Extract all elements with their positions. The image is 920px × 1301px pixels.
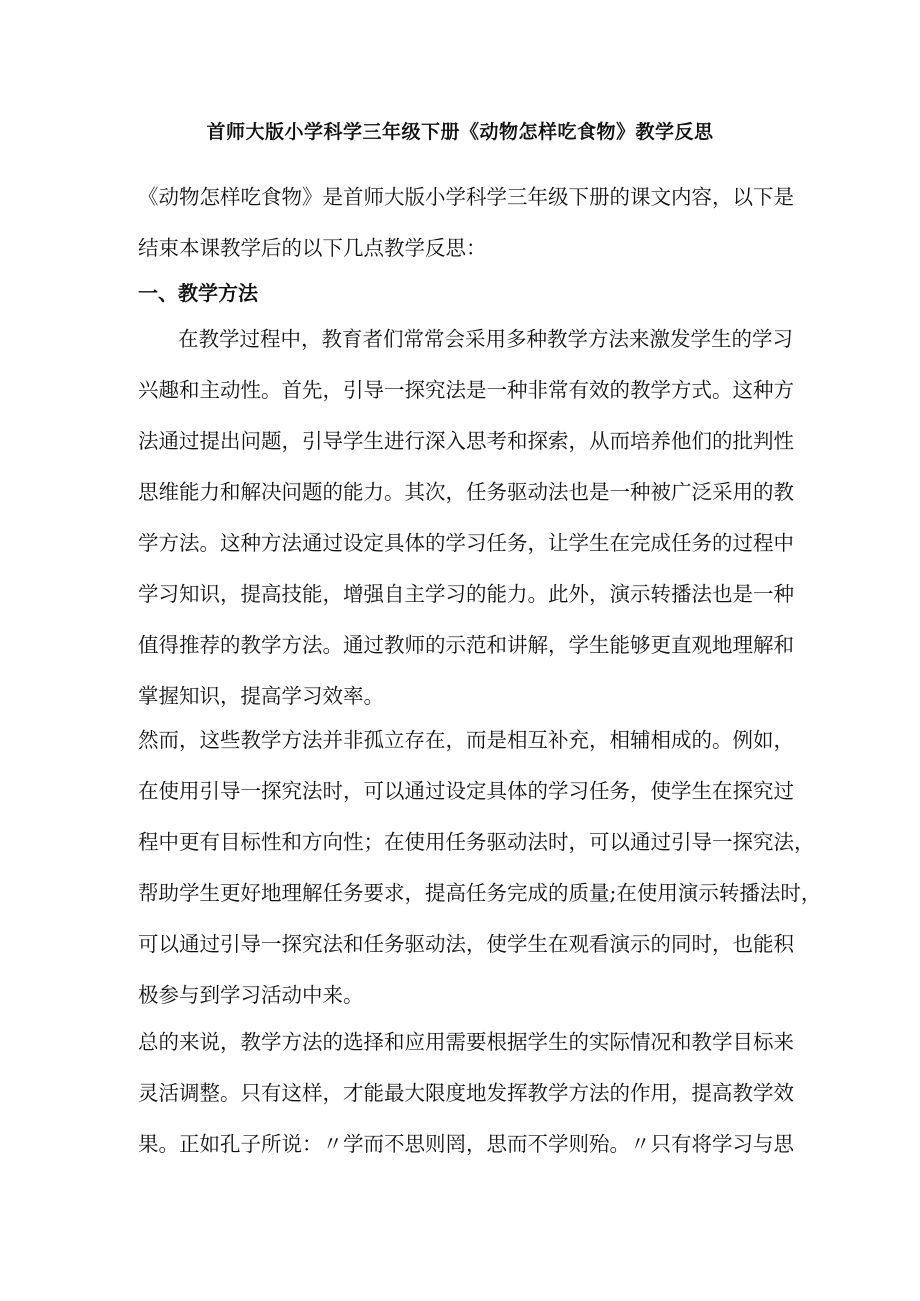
paragraph-line: 思维能力和解决问题的能力。其次，任务驱动法也是一种被广泛采用的教 — [138, 480, 794, 504]
paragraph-line: 然而，这些教学方法并非孤立存在，而是相互补充，相辅相成的。例如， — [138, 728, 794, 752]
section-heading-teaching-methods: 一、教学方法 — [138, 281, 258, 305]
paragraph-line: 法通过提出问题，引导学生进行深入思考和探索，从而培养他们的批判性 — [138, 429, 794, 453]
document-title: 首师大版小学科学三年级下册《动物怎样吃食物》教学反思 — [206, 121, 714, 143]
paragraph-line: 可以通过引导一探究法和任务驱动法，使学生在观看演示的同时，也能积 — [138, 932, 794, 956]
paragraph-line: 果。正如孔子所说：〃学而不思则罔，思而不学则殆。〃只有将学习与思 — [138, 1132, 794, 1156]
paragraph-line: 学习知识，提高技能，增强自主学习的能力。此外，演示转播法也是一种 — [138, 582, 794, 606]
paragraph-line: 学方法。这种方法通过设定具体的学习任务，让学生在完成任务的过程中 — [138, 531, 794, 555]
paragraph-line: 在教学过程中，教育者们常常会采用多种教学方法来激发学生的学习 — [178, 327, 793, 351]
paragraph-line: 帮助学生更好地理解任务要求，提高任务完成的质量;在使用演示转播法时， — [138, 881, 822, 905]
paragraph-line: 在使用引导一探究法时，可以通过设定具体的学习任务，使学生在探究过 — [138, 779, 794, 803]
paragraph-line: 值得推荐的教学方法。通过教师的示范和讲解，学生能够更直观地理解和 — [138, 633, 794, 657]
paragraph-line: 灵活调整。只有这样，才能最大限度地发挥教学方法的作用，提高教学效 — [138, 1081, 794, 1105]
intro-line-2: 结束本课教学后的以下几点教学反思： — [138, 236, 487, 260]
paragraph-line: 掌握知识，提高学习效率。 — [138, 684, 384, 708]
paragraph-line: 极参与到学习活动中来。 — [138, 983, 364, 1007]
section1-paragraph-2 — [138, 715, 822, 1021]
intro-line-1: 《动物怎样吃食物》是首师大版小学科学三年级下册的课文内容，以下是 — [138, 185, 794, 209]
section1-paragraph-3 — [138, 1017, 794, 1170]
paragraph-line: 总的来说，教学方法的选择和应用需要根据学生的实际情况和教学目标来 — [138, 1030, 794, 1054]
paragraph-line: 兴趣和主动性。首先，引导一探究法是一种非常有效的教学方式。这种方 — [138, 378, 794, 402]
paragraph-line: 程中更有目标性和方向性；在使用任务驱动法时，可以通过引导一探究法， — [138, 830, 815, 854]
intro-paragraph — [138, 172, 794, 274]
section1-paragraph-1 — [138, 314, 794, 722]
